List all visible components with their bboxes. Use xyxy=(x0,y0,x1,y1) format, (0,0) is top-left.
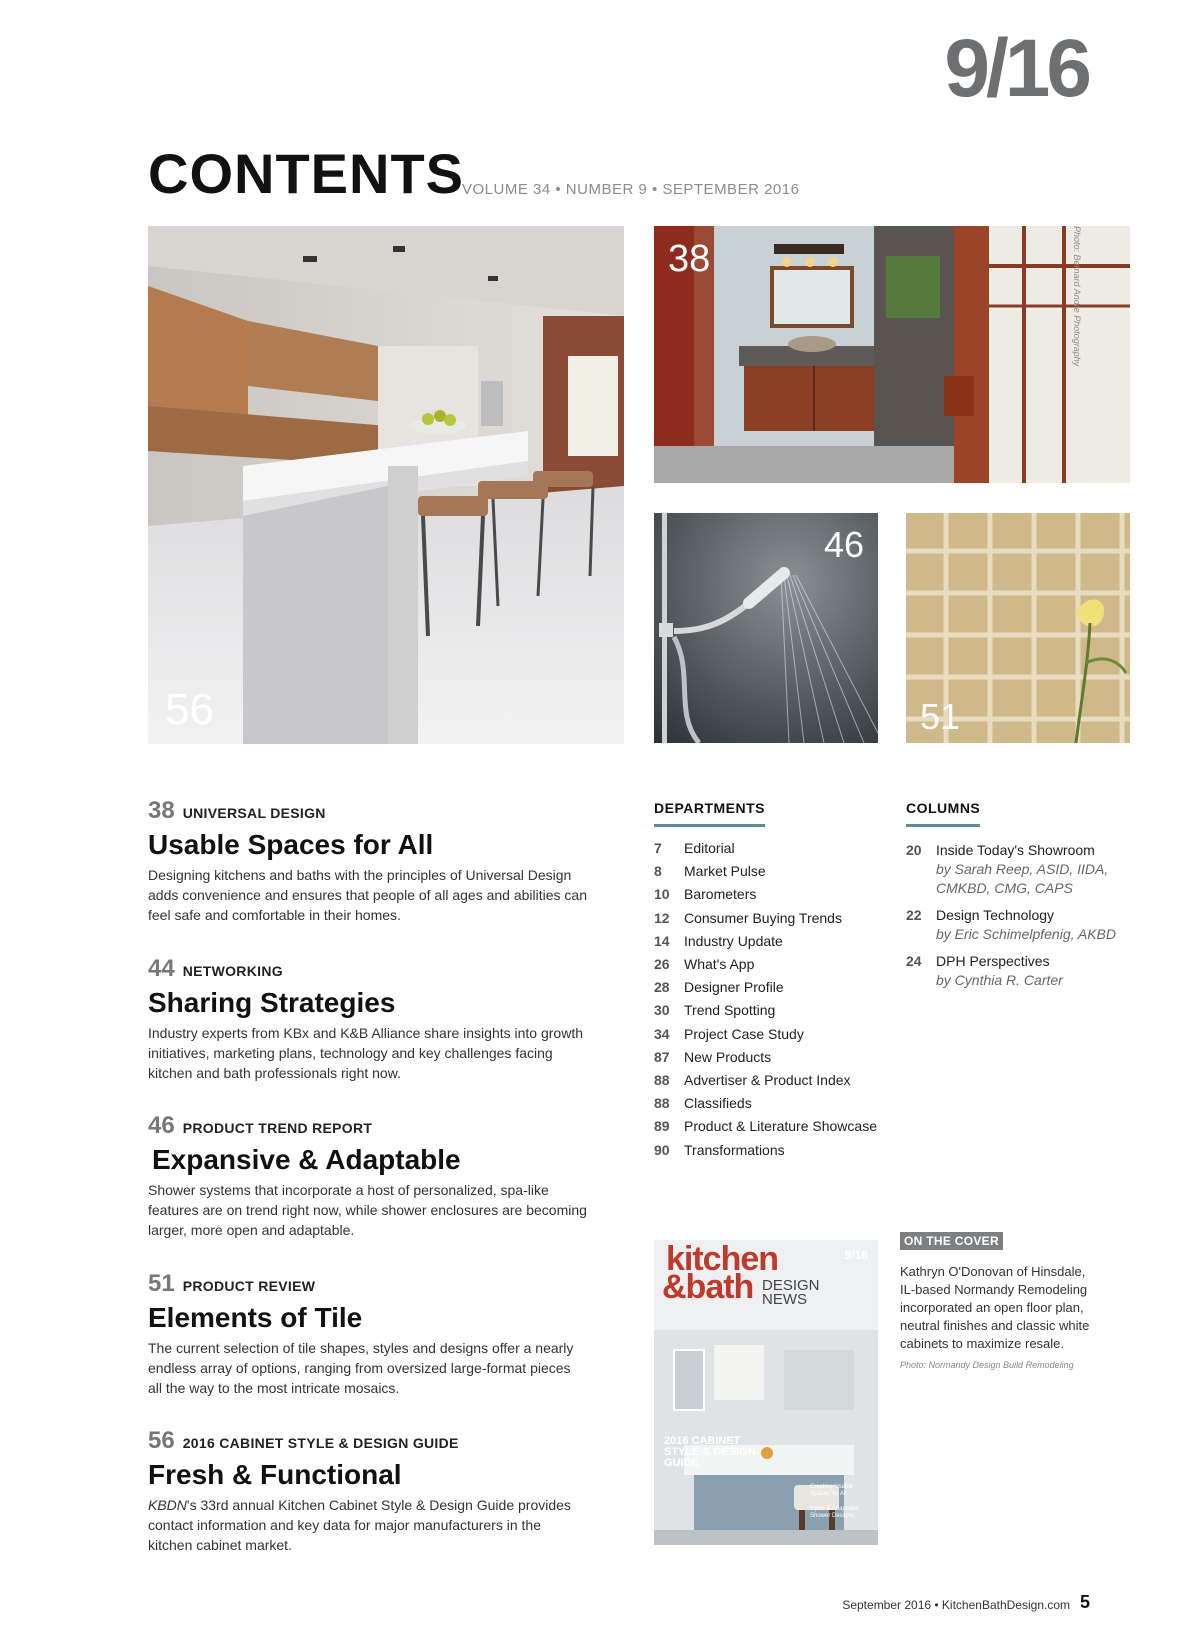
feature-title[interactable]: Sharing Strategies xyxy=(148,987,396,1018)
department-item[interactable] xyxy=(654,837,884,860)
column-page: 20 xyxy=(906,842,922,858)
department-label: Trend Spotting xyxy=(684,1002,776,1019)
feature-story[interactable] xyxy=(148,1112,588,1240)
feature-story[interactable] xyxy=(148,1427,588,1555)
heading-rule xyxy=(654,824,765,827)
department-page: 7 xyxy=(654,840,662,856)
feature-description: Industry experts from KBx and K&B Alliance share insights into growth initiatives, marketing plans, technology and key challenges facing kitchen and bath professionals right now. xyxy=(148,1025,583,1082)
feature-title[interactable]: Usable Spaces for All xyxy=(148,829,434,860)
feature-kicker: UNIVERSAL DESIGN xyxy=(182,805,326,821)
department-label: Designer Profile xyxy=(684,979,784,996)
department-label: Product & Literature Showcase xyxy=(684,1118,877,1135)
column-label: Design Technology xyxy=(936,907,1055,923)
department-item[interactable] xyxy=(654,953,884,976)
column-item[interactable] xyxy=(906,952,1136,990)
department-page: 30 xyxy=(654,1002,670,1019)
feature-page-number: 38 xyxy=(148,797,175,824)
page-number: 5 xyxy=(1079,1592,1090,1612)
department-item[interactable] xyxy=(654,1115,884,1138)
feature-page-number: 46 xyxy=(148,1112,175,1139)
page-title: CONTENTS xyxy=(148,142,464,205)
columns-heading: COLUMNS xyxy=(906,800,981,816)
column-page: 22 xyxy=(906,907,922,923)
column-label: Inside Today's Showroom xyxy=(936,842,1095,858)
volume-info: VOLUME 34 • NUMBER 9 • SEPTEMBER 2016 xyxy=(462,181,800,198)
department-page: 90 xyxy=(654,1141,670,1158)
cover-brand-news: NEWS xyxy=(762,1291,807,1308)
feature-kicker: 2016 CABINET STYLE & DESIGN GUIDE xyxy=(182,1435,459,1451)
department-label: New Products xyxy=(684,1048,772,1065)
departments-list xyxy=(654,837,884,1162)
shower-photo[interactable] xyxy=(654,513,878,743)
department-label: Consumer Buying Trends xyxy=(684,909,842,926)
on-the-cover-badge: ON THE COVER xyxy=(900,1232,1003,1250)
feature-story[interactable] xyxy=(148,955,588,1083)
department-page: 10 xyxy=(654,886,670,903)
cover-brand-design: DESIGN xyxy=(762,1277,820,1294)
feature-story[interactable] xyxy=(148,797,588,925)
cover-photo-credit: Photo: Normandy Design Build Remodeling xyxy=(900,1360,1074,1370)
department-page: 8 xyxy=(654,863,662,880)
department-item[interactable] xyxy=(654,930,884,953)
cover-guide-title: 2016 CABINET STYLE & DESIGN GUIDE xyxy=(664,1435,756,1469)
department-item[interactable] xyxy=(654,976,884,999)
photo-page-label: 38 xyxy=(668,238,711,280)
department-item[interactable] xyxy=(654,1092,884,1115)
cover-description: Kathryn O'Donovan of Hinsdale, IL-based Normandy Remodeling incorporated an open floor plan, neutral finishes and classic white cabinets to maximize resale. xyxy=(900,1264,1090,1351)
department-page: 12 xyxy=(654,909,670,926)
footer-text: September 2016 • KitchenBathDesign.com xyxy=(842,1598,1070,1612)
cover-brand-kitchen: kitchen xyxy=(666,1240,779,1278)
department-item[interactable] xyxy=(654,999,884,1022)
column-byline: by Cynthia R. Carter xyxy=(936,972,1063,988)
department-page: 28 xyxy=(654,979,670,996)
department-label: Editorial xyxy=(684,840,735,856)
columns-list xyxy=(906,841,1136,990)
photo-page-label: 56 xyxy=(165,685,214,734)
feature-page-number: 51 xyxy=(148,1270,175,1297)
department-item[interactable] xyxy=(654,1046,884,1069)
cover-teaser: Creating Usable Spaces for All xyxy=(810,1484,854,1497)
cover-teaser: Open & Adaptable Shower Designs xyxy=(810,1506,859,1519)
department-item[interactable] xyxy=(654,907,884,930)
department-label: Classifieds xyxy=(684,1095,752,1112)
department-item[interactable] xyxy=(654,860,884,883)
feature-page-number: 56 xyxy=(148,1427,175,1454)
department-label: Project Case Study xyxy=(684,1025,804,1042)
department-item[interactable] xyxy=(654,1023,884,1046)
tile-photo[interactable] xyxy=(906,513,1130,743)
departments-heading: DEPARTMENTS xyxy=(654,800,766,816)
feature-page-number: 44 xyxy=(148,955,175,982)
feature-description: Shower systems that incorporate a host of personalized, spa-like features are on trend right now, while shower enclosures are becoming larger, more open and adaptable. xyxy=(148,1182,587,1239)
feature-kicker: NETWORKING xyxy=(182,963,283,979)
department-page: 14 xyxy=(654,932,670,949)
column-page: 24 xyxy=(906,953,922,969)
cover-brand-bath: &bath xyxy=(662,1268,754,1306)
department-label: Market Pulse xyxy=(684,863,766,880)
department-label: What's App xyxy=(684,956,755,973)
issue-number: 9/16 xyxy=(944,23,1088,114)
feature-description-text: 's 33rd annual Kitchen Cabinet Style & Design Guide provides contact information and key data for major manufacturers in the kitchen cabinet market. xyxy=(148,1497,571,1554)
photo-page-label: 46 xyxy=(823,524,864,565)
feature-description xyxy=(148,1495,588,1555)
department-page: 88 xyxy=(654,1095,670,1112)
department-page: 88 xyxy=(654,1072,670,1089)
publication-abbrev: KBDN xyxy=(148,1497,187,1514)
department-label: Transformations xyxy=(684,1141,785,1158)
cover-issue: 9/16 xyxy=(844,1248,868,1262)
column-label: DPH Perspectives xyxy=(936,953,1050,969)
feature-title[interactable]: Elements of Tile xyxy=(148,1302,363,1333)
feature-kicker: PRODUCT TREND REPORT xyxy=(182,1120,373,1136)
department-page: 89 xyxy=(654,1118,670,1135)
photo-page-label: 51 xyxy=(920,696,961,737)
feature-story[interactable] xyxy=(148,1270,588,1398)
column-item[interactable] xyxy=(906,906,1136,944)
department-item[interactable] xyxy=(654,1139,884,1162)
feature-description: The current selection of tile shapes, styles and designs offer a nearly endless array of options, ranging from oversized large-format pieces all the way to the most intricate mosaics. xyxy=(148,1340,574,1397)
feature-description: Designing kitchens and baths with the principles of Universal Design adds convenience and ensures that people of all ages and abilities can feel safe and comfortable in their homes. xyxy=(148,867,587,924)
department-item[interactable] xyxy=(654,883,884,906)
bathroom-photo[interactable] xyxy=(654,226,1130,483)
cover-thumbnail[interactable] xyxy=(654,1240,878,1545)
photo-credit: Photo: Bernard Andre Photography xyxy=(1072,226,1082,367)
department-label: Barometers xyxy=(684,886,757,903)
feature-title[interactable]: Fresh & Functional xyxy=(148,1459,402,1490)
kitchen-photo[interactable] xyxy=(148,226,624,744)
department-page: 87 xyxy=(654,1048,670,1065)
column-byline: by Eric Schimelpfenig, AKBD xyxy=(936,926,1116,942)
feature-kicker: PRODUCT REVIEW xyxy=(182,1278,316,1294)
feature-title[interactable]: Expansive & Adaptable xyxy=(152,1144,461,1175)
department-page: 34 xyxy=(654,1025,670,1042)
department-label: Advertiser & Product Index xyxy=(684,1072,851,1089)
columns-section xyxy=(906,800,1136,998)
heading-rule xyxy=(906,824,980,827)
column-byline: by Sarah Reep, ASID, IIDA, CMKBD, CMG, CAPS xyxy=(936,861,1109,896)
department-label: Industry Update xyxy=(684,932,783,949)
departments-section xyxy=(654,800,884,1162)
department-page: 26 xyxy=(654,956,670,973)
column-item[interactable] xyxy=(906,841,1136,898)
department-item[interactable] xyxy=(654,1069,884,1092)
